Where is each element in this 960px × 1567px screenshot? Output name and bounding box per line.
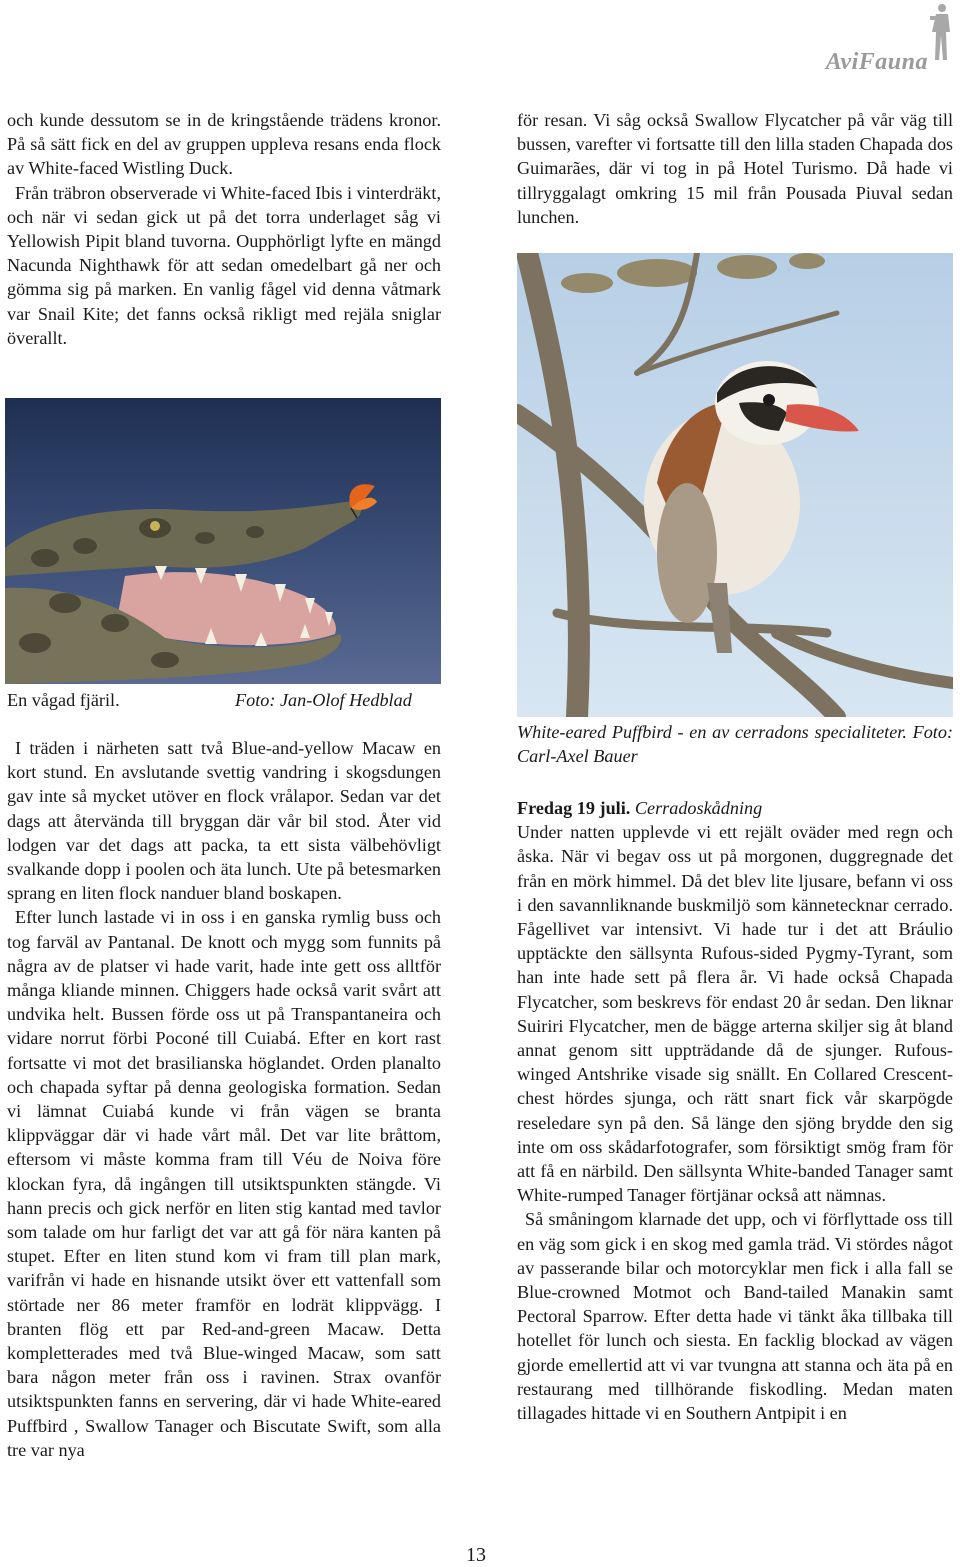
paragraph: I träden i närheten satt två Blue-and-yellow Macaw en kort stund. En avslutande svettig vandring i skogsdungen gav inte så mycket utöver en flock vrålapor. Sedan var det dags att återvända till bryggan där vår bil stod. Åter vid lodgen var det dags att packa, ta ett sista välbehövligt svalkande dopp i poolen och äta lunch. Ute på betesmarken sprang en liten flock nanduer bland boskapen. bbox=[7, 738, 441, 904]
paragraph: Under natten upplevde vi ett rejält oväder med regn och åska. När vi begav oss ut på morgonen, duggregnade det från en mörk himmel. Då det blev lite ljusare, befann vi oss i den savannliknande buskmiljö som kännetecknar cerrado. Fågellivet var intensivt. Vi hade tur i det att Bráulio upptäckte den sällsynta Rufous-sided Pygmy-Tyrant, som han inte hade sett på flera år. Vi hade också Chapada Flycatcher, som beskrevs för endast 20 år sedan. Den liknar Suiriri Flycatcher, men de bägge arterna skiljer sig åt bland annat genom sitt uppträdande då de sjunger. Rufous-winged Antshrike visade sig snällt. En Collared Crescent-chest hördes sjunga, och rätt snart fick vår skarpögde reseledare syn på den. Så länge den sjöng brydde den sig inte om oss skådarfotografer, som försiktigt smög fram för att få en närbild. Den sällsynta White-banded Tanager samt White-rumped Tanager förtjänar också att nämnas. bbox=[517, 822, 953, 1206]
caption-text: En vågad fjäril. bbox=[7, 690, 120, 710]
page-number: 13 bbox=[466, 1544, 486, 1566]
paragraph: för resan. Vi såg också Swallow Flycatcher på vår väg till bussen, varefter vi fortsatte till den lilla staden Chapada dos Guimarães, där vi tog in på Hotel Turismo. Då hade vi tillryggalagt omkring 15 mil från Pousada Piuval sedan lunchen. bbox=[517, 110, 953, 227]
section-subheading: Cerradoskådning bbox=[634, 798, 763, 818]
photo-1-caption bbox=[7, 688, 441, 712]
paragraph: Så småningom klarnade det upp, och vi förflyttade oss till en väg som gick i en skog med gamla träd. Vi stördes något av passerande bilar och motorcyklar men fick i alla fall se Blue-crowned Motmot och Band-tailed Manakin samt Pectoral Sparrow. Efter detta hade vi tänkt åka tillbaka till hotellet för lunch och siesta. En facklig blockad av vägen gjorde emellertid att vi var tvungna att stanna och äta på en restaurang med tillhörande fiskodling. Medan maten tillagades hittade vi en Southern Antpipit i en bbox=[517, 1209, 953, 1424]
photo-credit: Foto: Carl-Axel Bauer bbox=[517, 722, 954, 767]
paragraph: och kunde dessutom se in de kringstående trädens kronor. På så sätt fick en del av gruppen uppleva resans enda flock av White-faced Wistling Duck. bbox=[7, 110, 441, 179]
paragraph: Efter lunch lastade vi in oss i en ganska rymlig buss och tog farväl av Pantanal. De knott och mygg som funnits på några av de platser vi hade varit, hade inte gett oss alltför många kliande minnen. Chiggers hade också varit svårt att undvika helt. Bussen förde oss ut på Transpantaneira och vidare norrut förbi Poconé till Cuiabá. Efter en kort rast fortsatte vi mot det brasilianska höglandet. Orden planalto och chapada syftar på denna geologiska formation. Sedan vi lämnat Cuiabá kunde vi från vägen se branta klippväggar där vi hade vårt mål. Det var lite bråttom, eftersom vi måste komma fram till Véu de Noiva före klockan fyra, då ingången till utsiktspunkten stängde. Vi hann precis och gick nerför en liten stig kantad med tavlor som talade om hur farligt det var att gå för nära kanten på stupet. Efter en liten stund kom vi fram till plan mark, varifrån vi hade en hisnande utsikt över ett vattenfall som störtade ner 86 meter framför en lodrät klippvägg. I branten flög ett par Red-and-green Macaw. Detta kompletterades med två Blue-winged Macaw, som satt bara någon meter från oss i ravinen. Strax ovanför utsiktspunkten fanns en servering, där vi hade White-eared Puffbird , Swallow Tanager och Biscutate Swift, som alla tre var nya bbox=[7, 907, 441, 1460]
caption-text: White-eared Puffbird - en av cerradons specialiteter. bbox=[517, 722, 907, 742]
photo-2-caption bbox=[517, 720, 953, 768]
puffbird-illustration bbox=[517, 253, 953, 717]
birdwatcher-silhouette-icon bbox=[926, 2, 956, 62]
caiman-photo bbox=[5, 398, 441, 684]
publisher-logo bbox=[778, 2, 958, 78]
column-1-top-text bbox=[7, 108, 441, 350]
column-1-bottom-text bbox=[7, 736, 441, 1462]
puffbird-photo bbox=[517, 253, 953, 717]
paragraph: Från träbron observerade vi White-faced Ibis i vinterdräkt, och när vi sedan gick ut på det torra underlaget såg vi Yellowish Pipit bland tuvorna. Oupphörligt lyfte en mängd Nacunda Nighthawk för att sedan omedelbart gå ner och gömma sig på marken. En vanlig fågel vid denna våtmark var Snail Kite; det fanns också rikligt med rejäla sniglar överallt. bbox=[7, 182, 441, 348]
column-2-top-text bbox=[517, 108, 953, 229]
column-2-bottom-text bbox=[517, 796, 953, 1425]
day-heading: Fredag 19 juli. bbox=[517, 798, 631, 818]
section-heading bbox=[517, 796, 953, 820]
caiman-illustration bbox=[5, 398, 441, 684]
photo-credit: Foto: Jan-Olof Hedblad bbox=[235, 690, 412, 710]
logo-text: AviFauna bbox=[825, 49, 928, 75]
